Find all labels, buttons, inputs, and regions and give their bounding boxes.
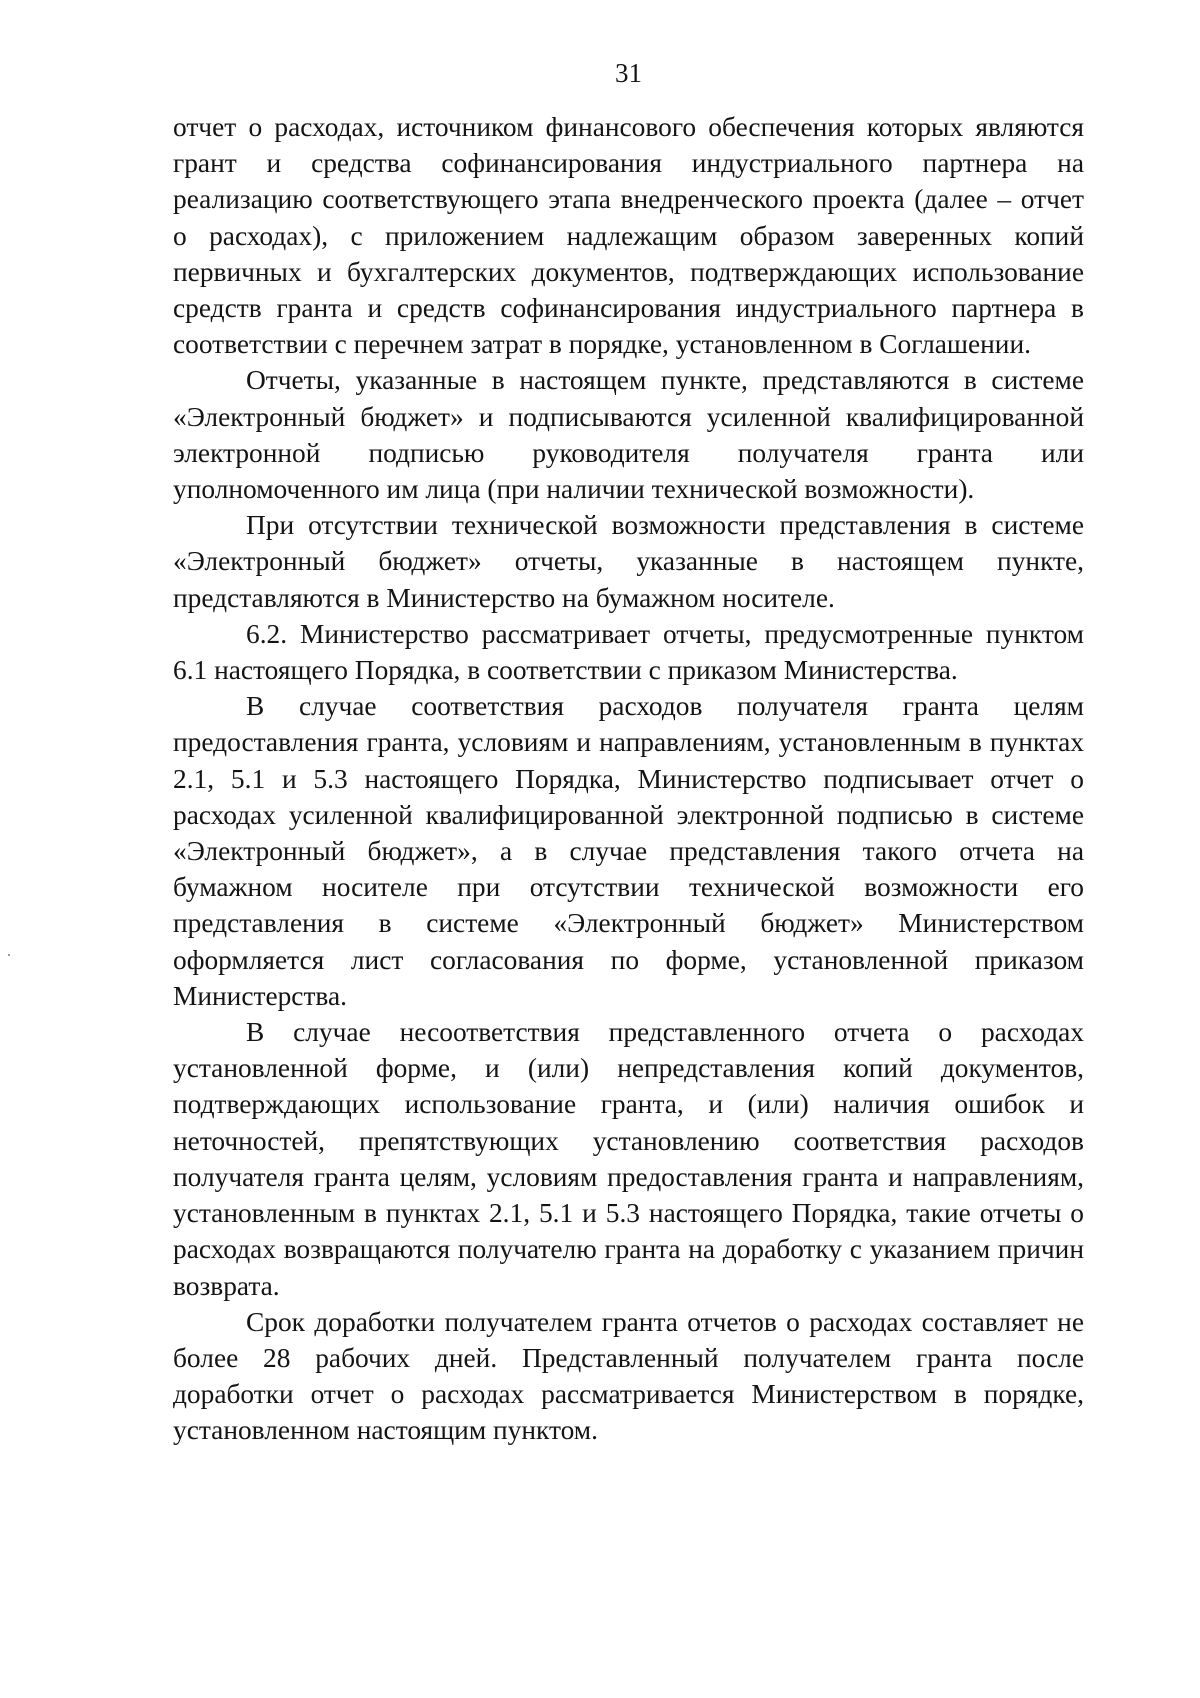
paragraph-paper-submission: При отсутствии технической возможности представления в системе «Электронный бюджет» отчеты, указанные в настоящем пункте, представляются в Министерство на бумажном носителе. bbox=[173, 510, 1084, 613]
document-body bbox=[173, 109, 1084, 1449]
scan-speck bbox=[8, 954, 10, 956]
paragraph-6-2: 6.2. Министерство рассматривает отчеты, предусмотренные пунктом 6.1 настоящего Порядка, в соответствии с приказом Министерства. bbox=[173, 618, 1084, 686]
paragraph-reports-submission: Отчеты, указанные в настоящем пункте, представляются в системе «Электронный бюджет» и подписываются усиленной квалифицированной электронной подписью руководителя получателя гранта или уполномоченного им лица (при наличии технической возможности). bbox=[173, 365, 1084, 505]
paragraph-compliance: В случае соответствия расходов получателя гранта целям предоставления гранта, условиям и направлениям, установленным в пунктах 2.1, 5.1 и 5.3 настоящего Порядка, Министерство подписывает отчет о расходах усиленной квалифицированной электронной подписью в системе «Электронный бюджет», а в случае представления такого отчета на бумажном носителе при отсутствии технической возможности его представления в системе «Электронный бюджет» Министерством оформляется лист согласования по форме, установленной приказом Министерства. bbox=[173, 691, 1084, 1011]
paragraph-noncompliance: В случае несоответствия представленного отчета о расходах установленной форме, и (или) непредставления копий документов, подтверждающих использование гранта, и (или) наличия ошибок и неточностей, препятствующих установлению соответствия расходов получателя гранта целям, условиям предоставления гранта и направлениям, установленным в пунктах 2.1, 5.1 и 5.3 настоящего Порядка, такие отчеты о расходах возвращаются получателю гранта на доработку с указанием причин возврата. bbox=[173, 1017, 1084, 1301]
page-number: 31 bbox=[615, 58, 642, 88]
paragraph-continuation: отчет о расходах, источником финансового обеспечения которых являются грант и средства софинансирования индустриального партнера на реализацию соответствующего этапа внедренческого проекта (далее – отчет о расходах), с приложением надлежащим образом заверенных копий первичных и бухгалтерских документов, подтверждающих использование средств гранта и средств софинансирования индустриального партнера в соответствии с перечнем затрат в порядке, установленном в Соглашении. bbox=[173, 112, 1084, 360]
paragraph-revision-deadline: Срок доработки получателем гранта отчетов о расходах составляет не более 28 рабочих дней. Представленный получателем гранта после доработки отчет о расходах рассматривается Министерством в порядке, установленном настоящим пунктом. bbox=[173, 1306, 1084, 1446]
